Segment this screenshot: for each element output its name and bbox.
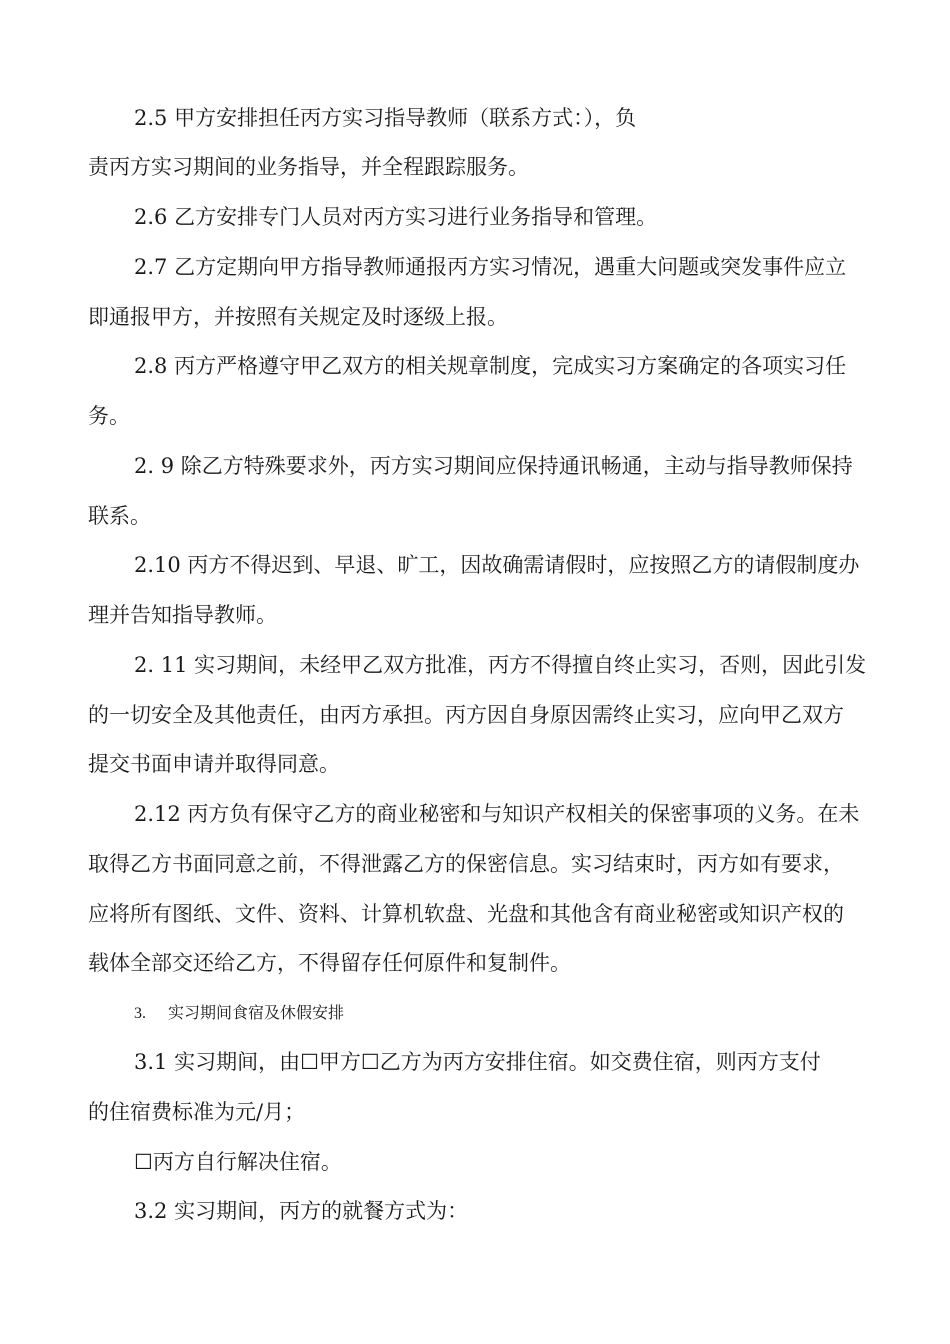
paragraph-2-12-line-4: 载体全部交还给乙方，不得留存任何原件和复制件。 (88, 951, 571, 975)
paragraph-2-11-line-3: 提交书面申请并取得同意。 (88, 752, 340, 776)
paragraph-2-8-line-2: 务。 (88, 404, 130, 428)
paragraph-2-5-line-1: 2.5 甲方安排担任丙方实习指导教师（联系方式：），负 (134, 106, 637, 130)
paragraph-2-10-line-1: 2.10 丙方不得迟到、早退、旷工，因故确需请假时，应按照乙方的请假制度办 (134, 553, 860, 577)
paragraph-2-11-line-2: 的一切安全及其他责任，由丙方承担。丙方因自身原因需终止实习，应向甲乙双方 (88, 703, 844, 727)
section-3-heading (134, 1000, 344, 1023)
paragraph-2-11-line-1: 2. 11 实习期间，未经甲乙双方批准，丙方不得擅自终止实习，否则，因此引发 (134, 653, 867, 677)
paragraph-2-6: 2.6 乙方安排专门人员对丙方实习进行业务指导和管理。 (134, 205, 658, 229)
paragraph-3-2: 3.2 实习期间，丙方的就餐方式为： (134, 1199, 469, 1223)
paragraph-2-7-line-1: 2.7 乙方定期向甲方指导教师通报丙方实习情况，遇重大问题或突发事件应立 (134, 255, 847, 279)
paragraph-3-1-line-3: ☐丙方自行解决住宿。 (134, 1150, 342, 1174)
paragraph-2-8-line-1: 2.8 丙方严格遵守甲乙双方的相关规章制度，完成实习方案确定的各项实习任 (134, 354, 847, 378)
paragraph-2-12-line-2: 取得乙方书面同意之前，不得泄露乙方的保密信息。实习结束时，丙方如有要求， (88, 852, 844, 876)
paragraph-3-1-line-1: 3.1 实习期间，由☐甲方☐乙方为丙方安排住宿。如交费住宿，则丙方支付 (134, 1050, 821, 1074)
paragraph-2-7-line-2: 即通报甲方，并按照有关规定及时逐级上报。 (88, 305, 508, 329)
paragraph-3-1-line-2: 的住宿费标准为元/月； (88, 1100, 306, 1124)
paragraph-2-9-line-2: 联系。 (88, 504, 151, 528)
paragraph-2-12-line-3: 应将所有图纸、文件、资料、计算机软盘、光盘和其他含有商业秘密或知识产权的 (88, 902, 844, 926)
paragraph-2-12-line-1: 2.12 丙方负有保守乙方的商业秘密和与知识产权相关的保密事项的义务。在未 (134, 802, 860, 826)
paragraph-2-5-line-2: 责丙方实习期间的业务指导，并全程跟踪服务。 (88, 155, 529, 179)
paragraph-2-9-line-1: 2. 9 除乙方特殊要求外，丙方实习期间应保持通讯畅通，主动与指导教师保持 (134, 454, 853, 478)
section-3-title: 实习期间食宿及休假安排 (168, 1003, 345, 1022)
section-3-number: 3. (134, 1005, 146, 1022)
paragraph-2-10-line-2: 理并告知指导教师。 (88, 603, 277, 627)
